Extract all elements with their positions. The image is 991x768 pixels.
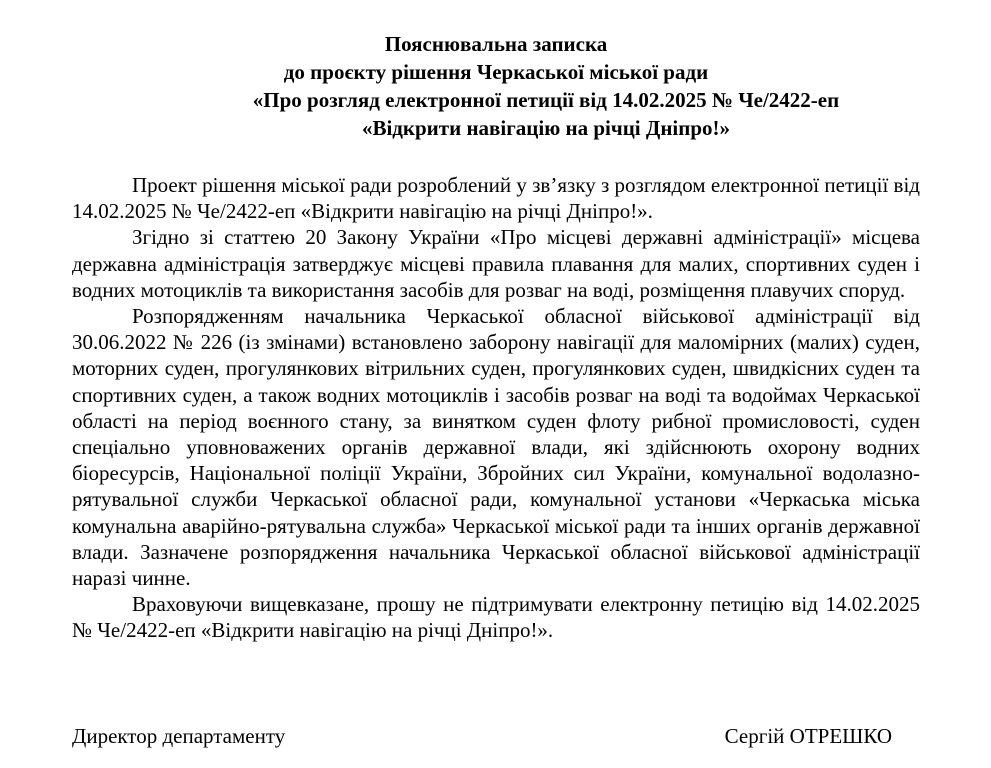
paragraph-3: Розпорядженням начальника Черкаської обласної військової адміністрації від 30.06.2022 № 226 (із змінами) встановлено заборону навігації для маломірних (малих) суден, моторних суден, прогулянкових вітрильних суден, прогулянкових суден, швидкісних суден та спортивних суден, а також водних мотоциклів і засобів розваг на воді та водоймах Черкаської області на період воєнного стану, за винятком суден флоту рибної промисловості, суден спеціально уповноважених органів державної влади, які здійснюють охорону водних біоресурсів, Національної поліції України, Збройних сил України, комунальної водолазно-рятувальної служби Черкаської обласної ради, комунальної установи «Черкаська міська комунальна аварійно-рятувальна служба» Черкаської міської ради та інших органів державної влади. Зазначене розпорядження начальника Черкаської обласної військової адміністрації наразі чинне. <box>72 304 920 591</box>
title-line-2: до проєкту рішення Черкаської міської ради <box>283 60 709 84</box>
signer-name: Сергій ОТРЕШКО <box>724 724 892 748</box>
document-body <box>72 172 920 644</box>
paragraph-2: Згідно зі статтею 20 Закону України «Про місцеві державні адміністрації» місцева державна адміністрація затверджує місцеві правила плавання для малих, спортивних суден і водних мотоциклів та використання засобів для розваг на воді, розміщення плавучих споруд. <box>72 225 920 302</box>
document-title <box>72 30 920 142</box>
paragraph-1: Проект рішення міської ради розроблений у зв’язку з розглядом електронної петиції від 14.02.2025 № Че/2422-еп «Відкрити навігацію на річці Дніпро!». <box>72 173 920 224</box>
document <box>72 30 920 644</box>
signer-position: Директор департаменту <box>72 724 286 748</box>
paragraph-4: Враховуючи вищевказане, прошу не підтримувати електронну петицію від 14.02.2025 № Че/2422-еп «Відкрити навігацію на річці Дніпро!». <box>72 592 920 643</box>
title-line-4: «Відкрити навігацію на річці Дніпро!» <box>361 116 731 140</box>
title-line-1: Пояснювальна записка <box>384 32 608 56</box>
title-line-3: «Про розгляд електронної петиції від 14.02.2025 № Че/2422-еп <box>252 88 840 112</box>
